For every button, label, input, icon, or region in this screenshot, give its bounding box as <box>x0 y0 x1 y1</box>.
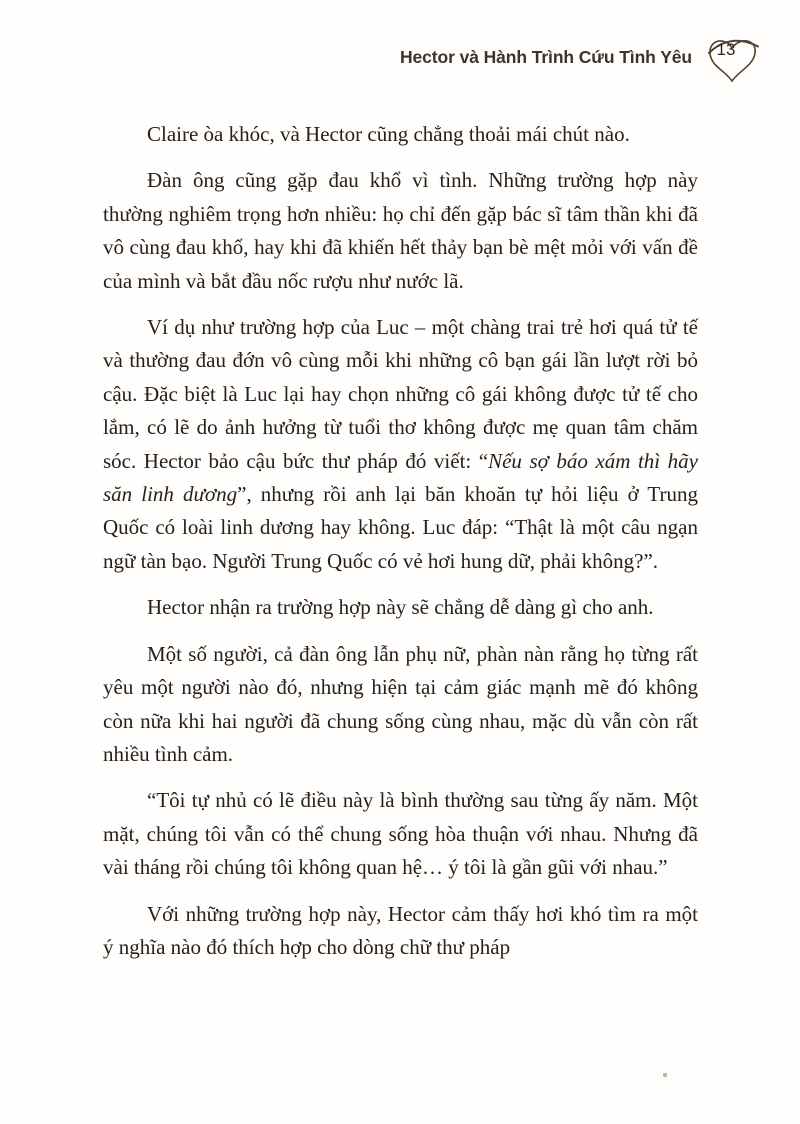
page-header <box>0 28 760 90</box>
paragraph <box>103 311 698 578</box>
paragraph-text: Ví dụ như trường hợp của Luc – một chàng trai trẻ hơi quá tử tế và thường đau đớn vô cùng mỗi khi những cô bạn gái lần lượt rời bỏ cậu. Đặc biệt là Luc lại hay chọn những cô gái không được tử tế cho lắm, có lẽ do ảnh hưởng từ tuổi thơ không được mẹ quan tâm chăm sóc. Hector bảo cậu bức thư pháp đó viết: “ <box>103 315 698 473</box>
paragraph: Đàn ông cũng gặp đau khổ vì tình. Những trường hợp này thường nghiêm trọng hơn nhiều: họ chỉ đến gặp bác sĩ tâm thần khi đã vô cùng đau khổ, hay khi đã khiến hết thảy bạn bè mệt mỏi với vấn đề của mình và bắt đầu nốc rượu như nước lã. <box>103 168 698 293</box>
page-number-ornament <box>704 34 760 84</box>
page-number: 13 <box>716 40 736 59</box>
body-text <box>103 118 698 964</box>
paragraph: Với những trường hợp này, Hector cảm thấy hơi khó tìm ra một ý nghĩa nào đó thích hợp cho dòng chữ thư pháp <box>103 901 698 959</box>
paragraph: Hector nhận ra trường hợp này sẽ chẳng dễ dàng gì cho anh. <box>147 595 654 620</box>
running-title: Hector và Hành Trình Cứu Tình Yêu <box>399 47 692 68</box>
calligraphy-quote: Nếu sợ báo xám thì hãy săn linh dương <box>103 448 698 507</box>
paragraph: Claire òa khóc, và Hector cũng chẳng thoải mái chút nào. <box>147 122 630 146</box>
scan-speck <box>663 1073 667 1077</box>
paragraph: Một số người, cả đàn ông lẫn phụ nữ, phàn nàn rằng họ từng rất yêu một người nào đó, nhưng hiện tại cảm giác mạnh mẽ đó không còn nữa khi hai người đã chung sống cùng nhau, mặc dù vẫn còn rất nhiều tình cảm. <box>103 641 698 766</box>
paragraph-text: ”, nhưng rồi anh lại băn khoăn tự hỏi liệu ở Trung Quốc có loài linh dương hay không. Luc đáp: “Thật là một câu ngạn ngữ tàn bạo. Người Trung Quốc có vẻ hơi hung dữ, phải không?”. <box>103 482 698 573</box>
paragraph: “Tôi tự nhủ có lẽ điều này là bình thường sau từng ấy năm. Một mặt, chúng tôi vẫn có thể chung sống hòa thuận với nhau. Nhưng đã vài tháng rồi chúng tôi không quan hệ… ý tôi là gần gũi với nhau.” <box>103 788 698 880</box>
